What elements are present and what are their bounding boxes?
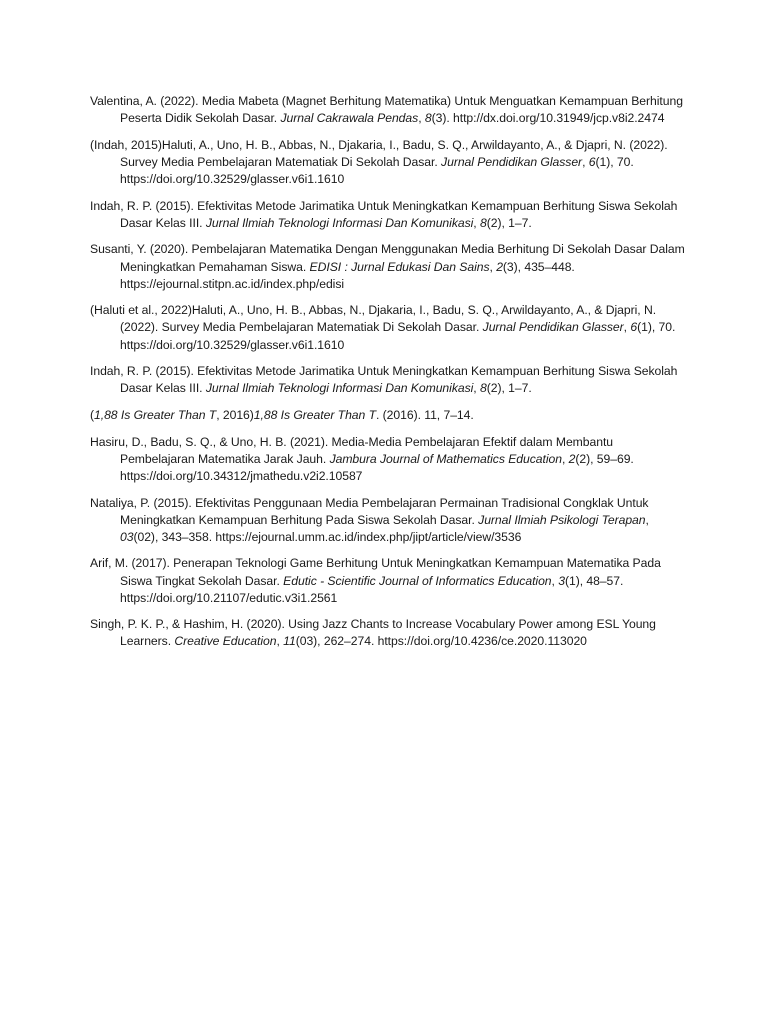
reference-tail: (1), 48–57. https://doi.org/10.21107/edutic.v3i1.2561 — [120, 573, 624, 605]
reference-tail: (3). http://dx.doi.org/10.31949/jcp.v8i2.2474 — [431, 111, 665, 126]
reference-tail: . (2016). 11, 7–14. — [375, 407, 474, 422]
journal-title: Jurnal Pendidikan Glasser — [441, 154, 583, 169]
journal-title: Jurnal Pendidikan Glasser — [482, 320, 624, 335]
reference-entry — [90, 616, 690, 650]
reference-entry — [90, 137, 690, 188]
reference-separator: , 2016) — [216, 407, 254, 422]
journal-title: Edutic - Scientific Journal of Informatics Education — [283, 573, 552, 588]
journal-title: 1,88 Is Greater Than T — [94, 407, 217, 422]
journal-volume: 8 — [479, 381, 487, 396]
reference-separator: , — [473, 381, 480, 396]
reference-separator: , — [582, 154, 589, 169]
reference-entry — [90, 495, 690, 546]
reference-separator: , — [561, 451, 569, 466]
reference-entry — [90, 198, 690, 232]
reference-separator: , — [551, 573, 559, 588]
journal-volume: 8 — [424, 111, 432, 126]
journal-title: Jurnal Cakrawala Pendas — [280, 111, 419, 126]
reference-entry — [90, 407, 690, 424]
journal-title: Jurnal Ilmiah Teknologi Informasi Dan Komunikasi — [205, 215, 474, 230]
reference-tail: (1), 70. https://doi.org/10.32529/glasser.v6i1.1610 — [120, 320, 676, 352]
reference-separator: , — [418, 111, 425, 126]
reference-tail: (2), 1–7. — [486, 215, 532, 230]
reference-separator: , — [623, 320, 631, 335]
journal-volume: 6 — [588, 154, 596, 169]
reference-text: Susanti, Y. (2020). Pembelajaran Matematika Dengan Menggunakan Media Berhitung Di Sekolah Dasar Dalam Meningkatkan Pemahaman Siswa. — [90, 242, 685, 274]
reference-separator: , — [489, 259, 497, 274]
reference-tail: (03), 262–274. https://doi.org/10.4236/ce.2020.113020 — [295, 634, 587, 649]
reference-text: Nataliya, P. (2015). Efektivitas Penggunaan Media Pembelajaran Permainan Tradisional Congklak Untuk Meningkatkan Kemampuan Berhitung Pada Siswa Sekolah Dasar. — [90, 495, 649, 527]
journal-volume: 11 — [283, 634, 296, 649]
reference-entry — [90, 93, 690, 127]
reference-tail: (02), 343–358. https://ejournal.umm.ac.id/index.php/jipt/article/view/3536 — [133, 529, 522, 544]
reference-separator: , — [473, 215, 480, 230]
reference-entry — [90, 555, 690, 606]
journal-volume: 2 — [496, 259, 503, 274]
reference-entry — [90, 302, 690, 353]
reference-entry — [90, 241, 690, 292]
reference-tail: (2), 59–69. https://doi.org/10.34312/jmathedu.v2i2.10587 — [120, 451, 634, 483]
journal-title: EDISI : Jurnal Edukasi Dan Sains — [309, 259, 490, 274]
reference-list — [90, 93, 690, 660]
reference-text: Hasiru, D., Badu, S. Q., & Uno, H. B. (2021). Media-Media Pembelajaran Efektif dalam Membantu Pembelajaran Matematika Jarak Jauh. — [90, 434, 614, 466]
reference-separator: , — [645, 512, 649, 527]
reference-text: (Haluti et al., 2022)Haluti, A., Uno, H. B., Abbas, N., Djakaria, I., Badu, S. Q., Arwildayanto, A., & Djapri, N. (2022). Survey Media Pembelajaran Matematiak Di Sekolah Dasar. — [90, 303, 657, 335]
reference-text: Indah, R. P. (2015). Efektivitas Metode Jarimatika Untuk Meningkatkan Kemampuan Berhitung Siswa Sekolah Dasar Kelas III. — [90, 364, 678, 396]
reference-text: Valentina, A. (2022). Media Mabeta (Magnet Berhitung Matematika) Untuk Menguatkan Kemampuan Berhitung Peserta Didik Sekolah Dasar. — [90, 94, 683, 126]
reference-tail: (1), 70. https://doi.org/10.32529/glasser.v6i1.1610 — [120, 154, 634, 186]
reference-separator: , — [276, 634, 284, 649]
journal-volume: 03 — [120, 529, 134, 544]
reference-entry — [90, 434, 690, 485]
reference-text: (Indah, 2015)Haluti, A., Uno, H. B., Abbas, N., Djakaria, I., Badu, S. Q., Arwildayanto, A., & Djapri, N. (2022). Survey Media Pembelajaran Matematiak Di Sekolah Dasar. — [90, 137, 668, 169]
reference-tail: (2), 1–7. — [486, 381, 532, 396]
journal-volume: 6 — [630, 320, 638, 335]
reference-text: ( — [90, 407, 95, 422]
journal-volume: 2 — [568, 451, 576, 466]
reference-text: Singh, P. K. P., & Hashim, H. (2020). Using Jazz Chants to Increase Vocabulary Power among ESL Young Learners. — [90, 617, 656, 649]
journal-volume: 3 — [558, 573, 565, 588]
reference-text: Indah, R. P. (2015). Efektivitas Metode Jarimatika Untuk Meningkatkan Kemampuan Berhitung Siswa Sekolah Dasar Kelas III. — [90, 198, 678, 230]
journal-title: Jambura Journal of Mathematics Education — [329, 451, 562, 466]
journal-title: Jurnal Ilmiah Psikologi Terapan — [478, 512, 646, 527]
reference-tail: (3), 435–448. https://ejournal.stitpn.ac.id/index.php/edisi — [120, 259, 575, 291]
reference-entry — [90, 363, 690, 397]
journal-title: Jurnal Ilmiah Teknologi Informasi Dan Komunikasi — [205, 381, 474, 396]
journal-volume: 1,88 Is Greater Than T — [253, 407, 376, 422]
reference-text: Arif, M. (2017). Penerapan Teknologi Game Berhitung Untuk Meningkatkan Kemampuan Matematika Pada Siswa Tingkat Sekolah Dasar. — [90, 556, 661, 588]
journal-volume: 8 — [479, 215, 487, 230]
journal-title: Creative Education — [174, 634, 277, 649]
